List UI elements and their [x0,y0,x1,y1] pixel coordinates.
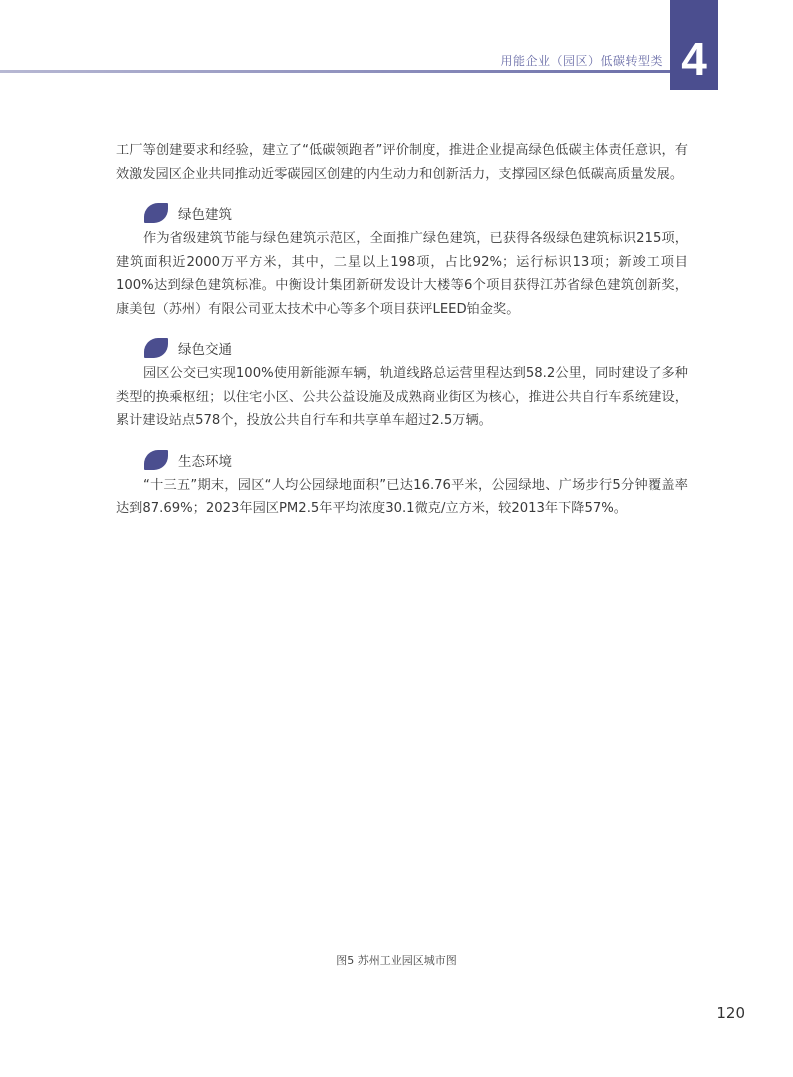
section-title: 生态环境 [178,453,232,470]
section-paragraph: 作为省级建筑节能与绿色建筑示范区，全面推广绿色建筑，已获得各级绿色建筑标识215项，建筑面积近2000万平方米，其中，二星以上198项，占比92%；运行标识13项；新竣工项目100%达到绿色建筑标准。中衡设计集团新研发设计大楼等6个项目获得江苏省绿色建筑创新奖，康美包（苏州）有限公司亚太技术中心等多个项目获评LEED铂金奖。 [116,231,688,317]
section-green-transport [116,337,688,433]
section-heading [144,337,688,359]
intro-paragraph: 工厂等创建要求和经验，建立了“低碳领跑者”评价制度，推进企业提高绿色低碳主体责任意识，有效激发园区企业共同推动近零碳园区创建的内生动力和创新活力，支撑园区绿色低碳高质量发展。 [116,143,688,182]
section-paragraph: “十三五”期末，园区“人均公园绿地面积”已达16.76平米，公园绿地、广场步行5分钟覆盖率达到87.69%；2023年园区PM2.5年平均浓度30.1微克/立方米，较2013年下降57%。 [116,477,688,516]
chapter-tab [670,0,718,90]
section-green-building [116,202,688,321]
section-heading [144,449,688,471]
header-rule [0,70,672,73]
section-paragraph: 园区公交已实现100%使用新能源车辆，轨道线路总运营里程达到58.2公里，同时建设了多种类型的换乘枢纽；以住宅小区、公共公益设施及成熟商业街区为核心，推进公共自行车系统建设，累计建设站点578个，投放公共自行车和共享单车超过2.5万辆。 [116,366,688,428]
chapter-number: 4 [681,33,707,85]
leaf-icon [144,203,168,223]
section-ecology [116,449,688,521]
section-heading [144,202,688,224]
leaf-icon [144,338,168,358]
figure-caption: 图5 苏州工业园区城市图 [336,954,457,967]
leaf-icon [144,450,168,470]
body-content [116,139,688,521]
section-title: 绿色建筑 [178,207,232,223]
running-header-title: 用能企业（园区）低碳转型类 [500,54,663,68]
page-number: 120 [716,1004,745,1022]
section-title: 绿色交通 [178,342,232,358]
